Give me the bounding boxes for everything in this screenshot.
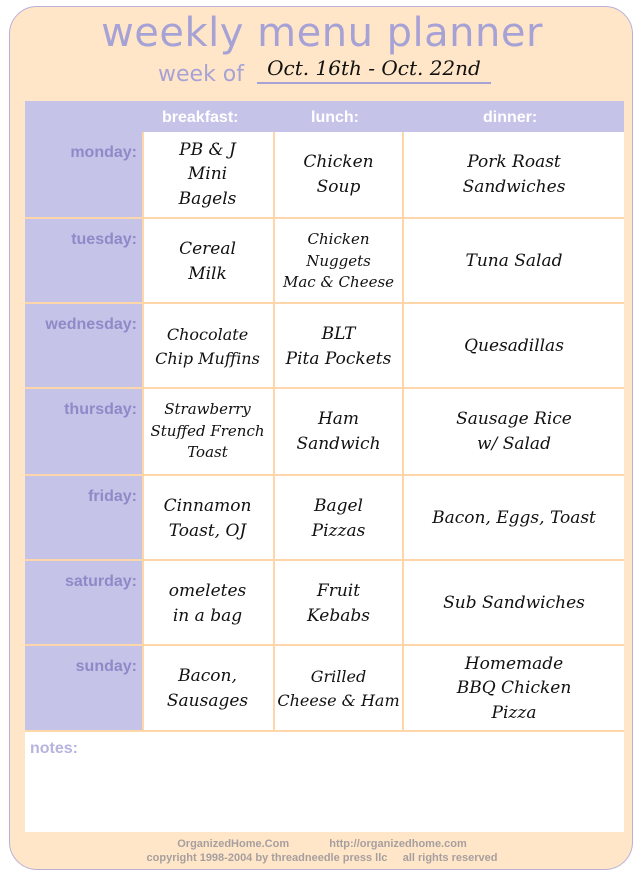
lunch-cell: Ham Sandwich bbox=[296, 408, 381, 454]
day-label: friday: bbox=[88, 488, 137, 505]
day-label: monday: bbox=[70, 144, 137, 161]
day-label: thursday: bbox=[64, 401, 137, 418]
menu-row-saturday bbox=[25, 561, 624, 646]
menu-row-monday bbox=[25, 132, 624, 217]
day-label: tuesday: bbox=[71, 231, 137, 248]
lunch-cell: Fruit Kebabs bbox=[307, 580, 370, 626]
lunch-cell: Chicken Nuggets Mac & Cheese bbox=[282, 229, 395, 292]
breakfast-cell: Cinnamon Toast, OJ bbox=[163, 495, 252, 541]
day-label: sunday: bbox=[75, 658, 137, 675]
menu-row-thursday bbox=[25, 389, 624, 474]
dinner-cell: Sausage Rice w/ Salad bbox=[456, 408, 572, 454]
breakfast-cell: omeletes in a bag bbox=[168, 580, 247, 626]
dinner-cell: Bacon, Eggs, Toast bbox=[432, 508, 596, 529]
menu-row-tuesday bbox=[25, 219, 624, 304]
menu-row-wednesday bbox=[25, 304, 624, 389]
column-header-breakfast: breakfast: bbox=[162, 109, 239, 126]
page-title: weekly menu planner bbox=[101, 10, 543, 56]
footer-site-url: http://organizedhome.com bbox=[329, 838, 467, 850]
menu-row-friday bbox=[25, 476, 624, 561]
breakfast-cell: Bacon, Sausages bbox=[166, 665, 249, 711]
breakfast-cell: Cereal Milk bbox=[179, 238, 236, 284]
lunch-cell: Bagel Pizzas bbox=[311, 495, 366, 541]
dinner-cell: Homemade BBQ Chicken Pizza bbox=[456, 653, 572, 723]
dinner-cell: Pork Roast Sandwiches bbox=[462, 151, 566, 197]
lunch-cell: BLT Pita Pockets bbox=[285, 323, 392, 369]
breakfast-cell: Strawberry Stuffed French Toast bbox=[150, 399, 265, 462]
column-header-dinner: dinner: bbox=[483, 109, 538, 126]
breakfast-cell: PB & J Mini Bagels bbox=[178, 139, 237, 209]
breakfast-cell: Chocolate Chip Muffins bbox=[155, 325, 260, 368]
footer-site-name: OrganizedHome.Com bbox=[177, 838, 290, 850]
day-label: saturday: bbox=[64, 573, 137, 590]
footer-copyright: copyright 1998-2004 by threadneedle press llc all rights reserved bbox=[146, 852, 498, 864]
week-of-underline bbox=[257, 82, 491, 84]
dinner-cell: Quesadillas bbox=[464, 336, 564, 357]
lunch-cell: Chicken Soup bbox=[303, 151, 374, 197]
week-of-value: Oct. 16th - Oct. 22nd bbox=[267, 56, 481, 80]
week-of-label: week of bbox=[158, 62, 245, 87]
notes-label: notes: bbox=[30, 740, 78, 757]
dinner-cell: Sub Sandwiches bbox=[443, 593, 585, 614]
day-label: wednesday: bbox=[45, 316, 137, 333]
menu-sheet bbox=[25, 101, 624, 832]
footer-links bbox=[0, 838, 644, 850]
row-divider bbox=[25, 730, 624, 732]
lunch-cell: Grilled Cheese & Ham bbox=[277, 667, 400, 710]
column-header-lunch: lunch: bbox=[311, 109, 359, 126]
dinner-cell: Tuna Salad bbox=[465, 251, 563, 272]
menu-row-sunday bbox=[25, 646, 624, 731]
